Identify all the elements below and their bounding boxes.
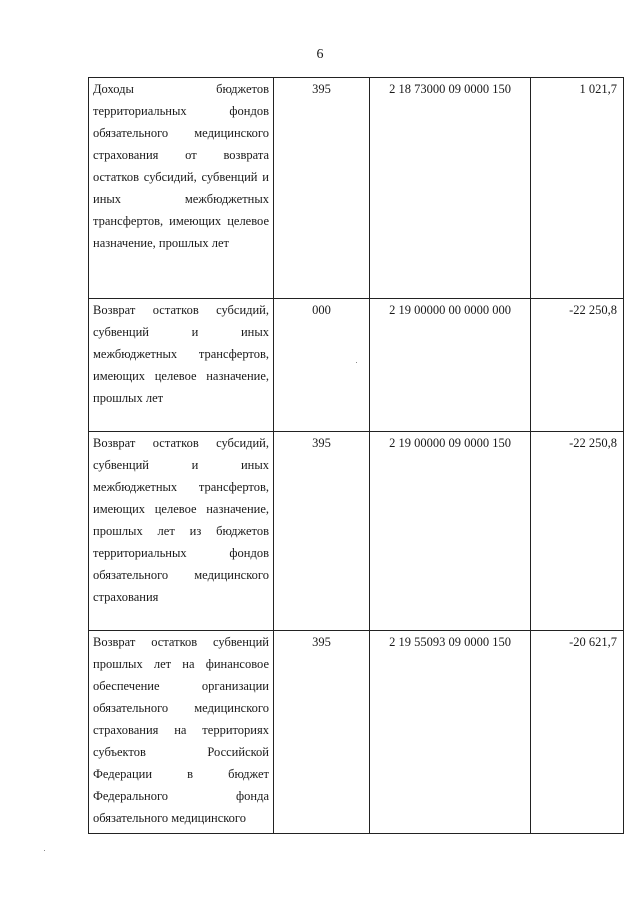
revenue-table — [88, 77, 624, 834]
row-description: Возврат остатков субвенций прошлых лет на финансовое обеспечение организации обязательного медицинского страхования на территориях субъектов Российской Федерации в бюджет Федерального фонда обязательного медицинского — [89, 631, 274, 834]
row-amount: -22 250,8 — [531, 299, 624, 432]
row-kbk-code: 2 19 00000 09 0000 150 — [370, 432, 531, 631]
row-admin-code: 000 — [274, 299, 370, 432]
scan-speck — [44, 850, 45, 851]
table-row — [89, 432, 624, 631]
row-admin-code: 395 — [274, 432, 370, 631]
table-row — [89, 78, 624, 299]
scan-speck — [356, 362, 357, 363]
row-description: Доходы бюджетов территориальных фондов обязательного медицинского страхования от возврата остатков субсидий, субвенций и иных межбюджетных трансфертов, имеющих целевое назначение, прошлых лет — [89, 78, 274, 299]
row-description: Возврат остатков субсидий, субвенций и иных межбюджетных трансфертов, имеющих целевое назначение, прошлых лет из бюджетов территориальных фондов обязательного медицинского страхования — [89, 432, 274, 631]
row-admin-code: 395 — [274, 631, 370, 834]
row-admin-code: 395 — [274, 78, 370, 299]
row-kbk-code: 2 19 55093 09 0000 150 — [370, 631, 531, 834]
table-row — [89, 631, 624, 834]
row-description: Возврат остатков субсидий, субвенций и иных межбюджетных трансфертов, имеющих целевое назначение, прошлых лет — [89, 299, 274, 432]
row-amount: -20 621,7 — [531, 631, 624, 834]
row-amount: -22 250,8 — [531, 432, 624, 631]
table-row — [89, 299, 624, 432]
row-kbk-code: 2 19 00000 00 0000 000 — [370, 299, 531, 432]
page-number: 6 — [316, 47, 324, 62]
row-kbk-code: 2 18 73000 09 0000 150 — [370, 78, 531, 299]
row-amount: 1 021,7 — [531, 78, 624, 299]
